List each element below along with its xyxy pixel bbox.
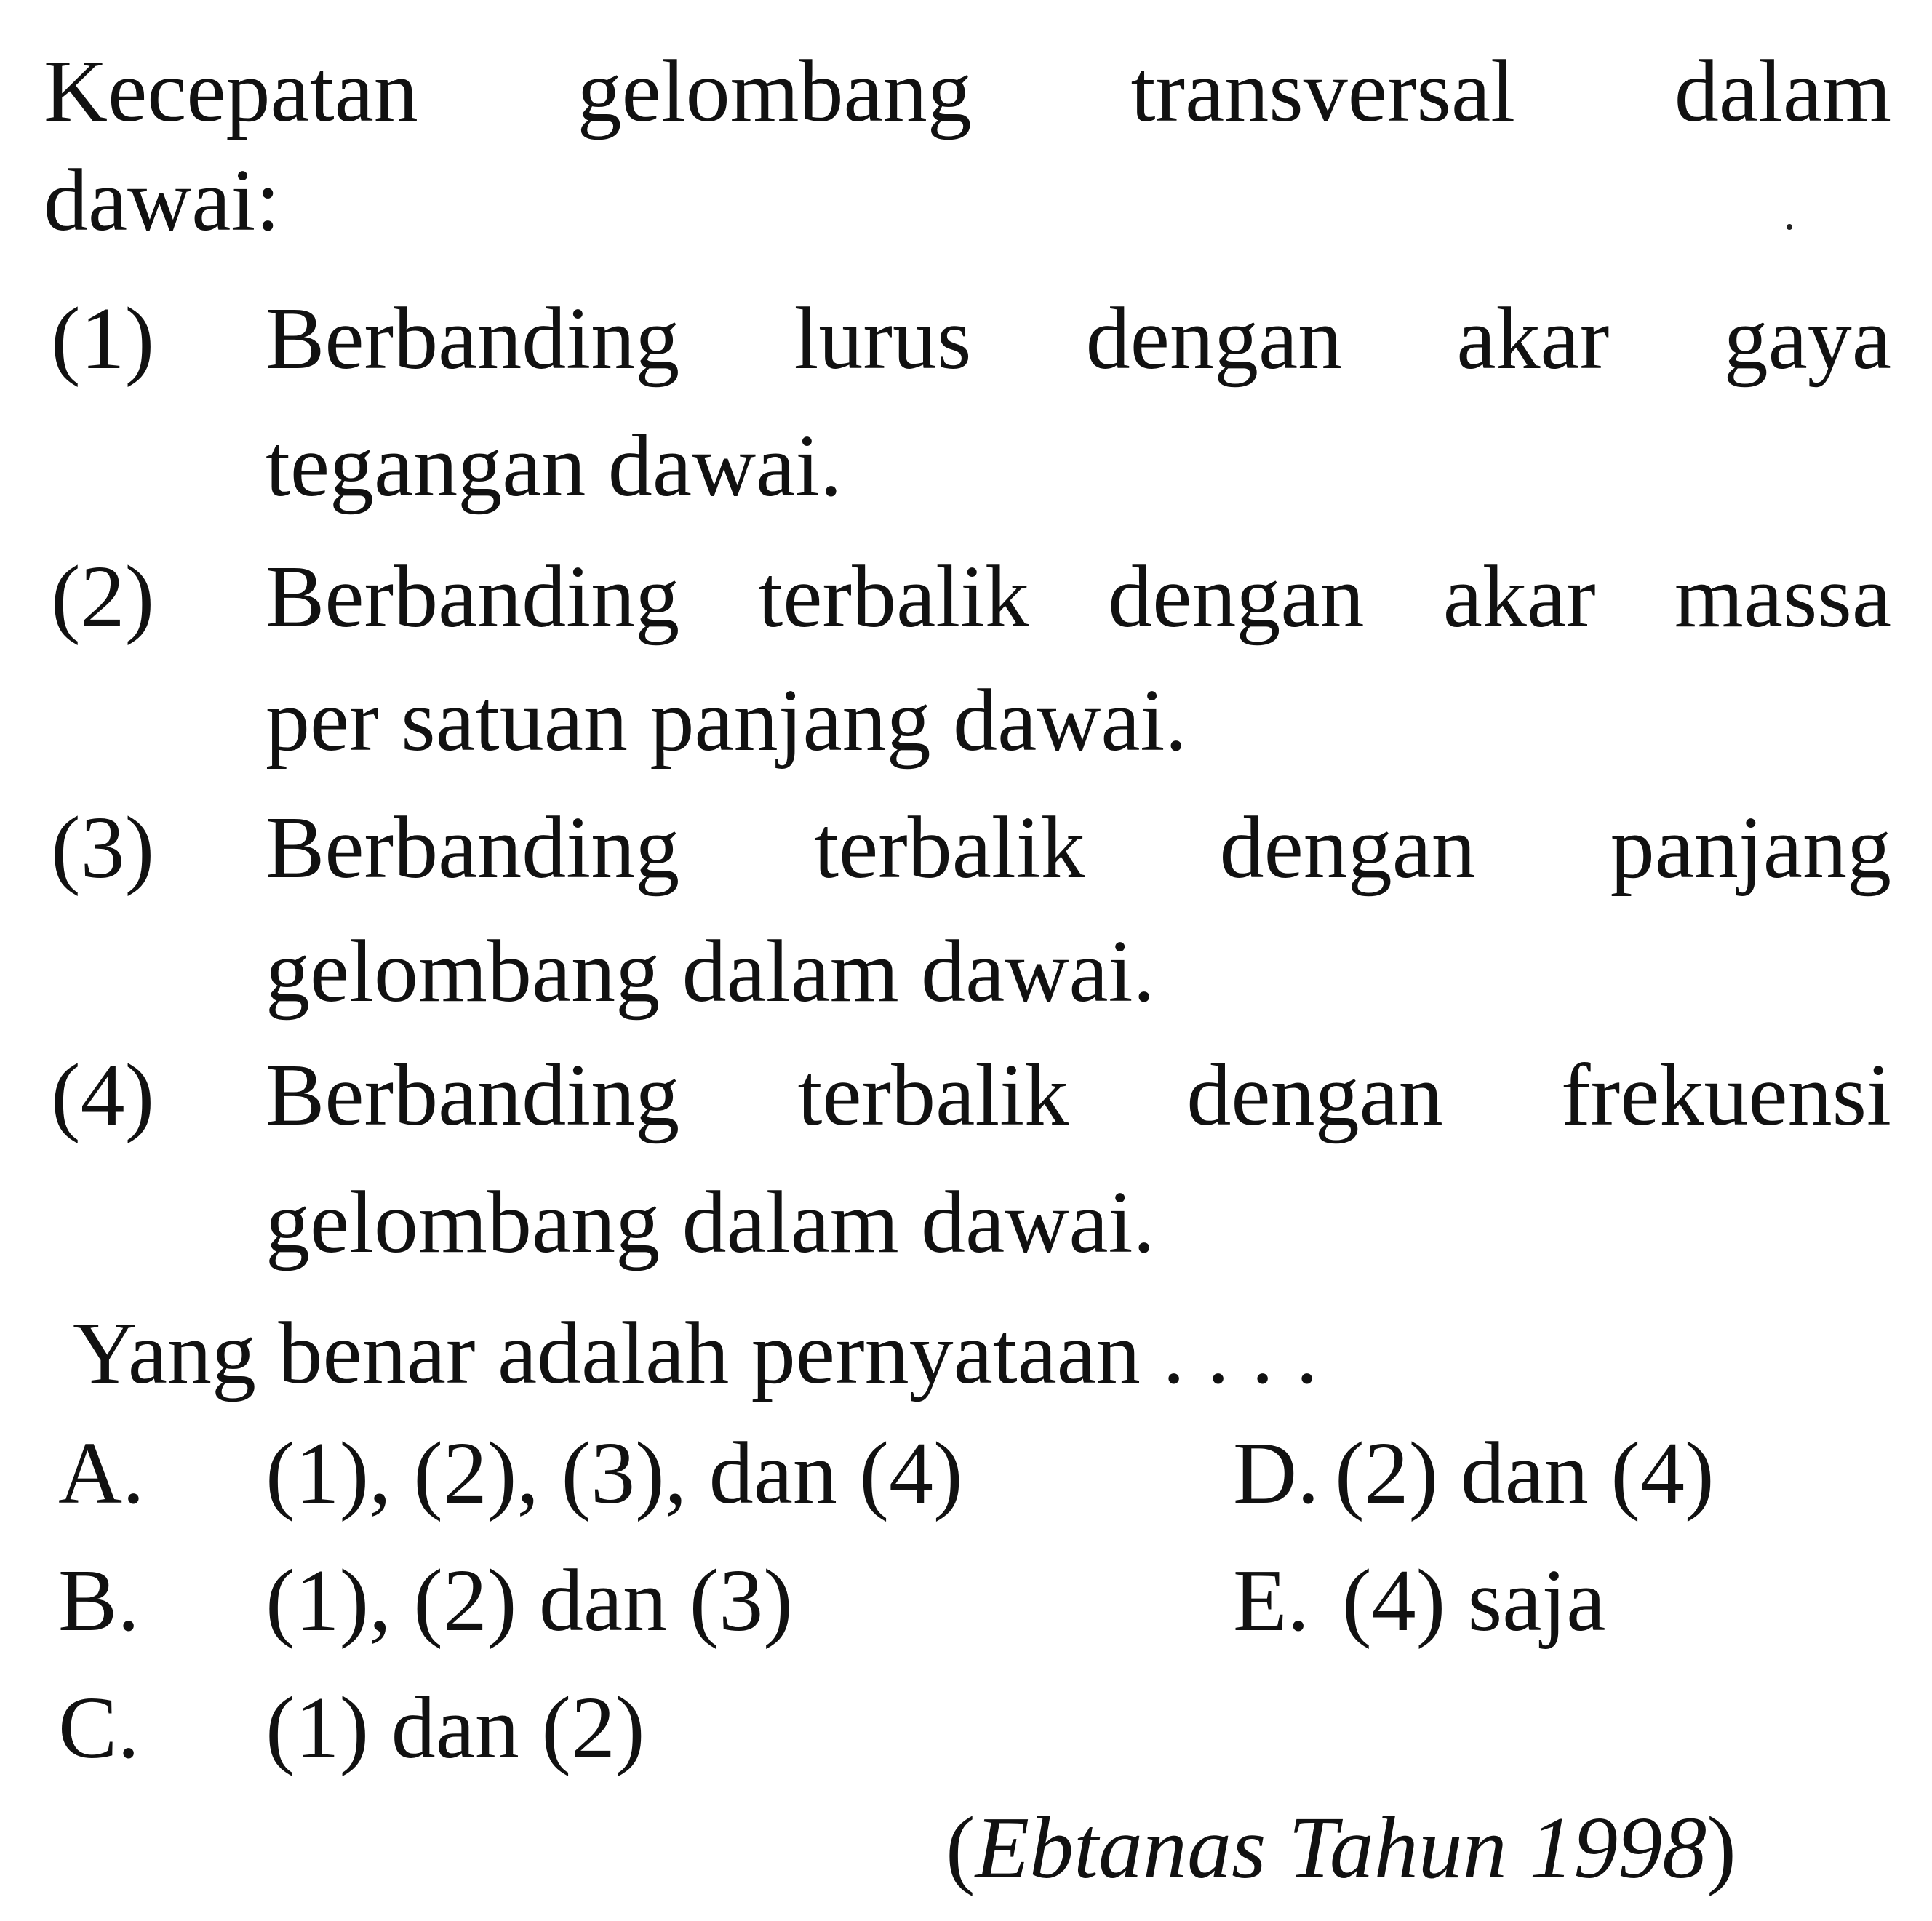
option-c-text: (1) dan (2): [266, 1679, 645, 1777]
option-c-letter: C.: [58, 1679, 140, 1777]
statement-word: dengan: [1108, 548, 1365, 646]
stem-word: dalam: [1674, 42, 1891, 140]
statement-number: (4): [51, 1046, 155, 1144]
statement-word: frekuensi: [1561, 1046, 1891, 1144]
question-stem-line-1: [44, 42, 1891, 140]
statement-word: panjang: [1610, 799, 1891, 897]
stem-word: Kecepatan: [44, 42, 418, 140]
stem-word: transversal: [1130, 42, 1516, 140]
statement-word: Berbanding: [266, 1046, 680, 1144]
option-a-letter: A.: [58, 1424, 145, 1522]
option-a-text: (1), (2), (3), dan (4): [266, 1424, 963, 1522]
statement-word: gaya: [1723, 289, 1891, 388]
statement-3-line-2: gelombang dalam dawai.: [266, 922, 1155, 1021]
statement-3-line-1: [266, 799, 1891, 897]
statement-word: massa: [1674, 548, 1891, 646]
statement-word: terbalik: [814, 799, 1085, 897]
question-stem-line-2: dawai:: [44, 151, 281, 249]
option-b-letter: B.: [58, 1551, 140, 1650]
option-b-text: (1), (2) dan (3): [266, 1551, 793, 1650]
option-d-text: (2) dan (4): [1335, 1424, 1715, 1522]
question-source: [946, 1799, 1736, 1897]
statement-word: lurus: [794, 289, 972, 388]
statement-2-line-2: per satuan panjang dawai.: [266, 671, 1187, 770]
option-e-text: (4) saja: [1342, 1551, 1606, 1650]
source-text: Ebtanas Tahun 1998: [975, 1799, 1707, 1897]
statement-4-line-2: gelombang dalam dawai.: [266, 1173, 1155, 1271]
option-d-letter: D.: [1233, 1424, 1320, 1522]
statement-4-line-1: [266, 1046, 1891, 1144]
statement-word: dengan: [1085, 289, 1343, 388]
statement-2-line-1: [266, 548, 1891, 646]
source-paren-open: (: [946, 1799, 975, 1897]
statement-1-line-2: tegangan dawai.: [266, 417, 842, 515]
question-prompt: Yang benar adalah pernyataan . . . .: [73, 1304, 1318, 1402]
statement-number: (3): [51, 799, 155, 897]
statement-word: terbalik: [758, 548, 1030, 646]
statement-word: Berbanding: [266, 289, 680, 388]
statement-word: Berbanding: [266, 799, 680, 897]
option-e-letter: E.: [1233, 1551, 1310, 1650]
statement-number: (2): [51, 548, 155, 646]
statement-word: dengan: [1186, 1046, 1443, 1144]
stem-word: gelombang: [577, 42, 972, 140]
statement-1-line-1: [266, 289, 1891, 388]
stray-dot: [1787, 224, 1792, 230]
source-paren-close: ): [1707, 1799, 1736, 1897]
statement-word: dengan: [1219, 799, 1476, 897]
statement-word: Berbanding: [266, 548, 680, 646]
statement-word: akar: [1456, 289, 1610, 388]
statement-word: akar: [1442, 548, 1596, 646]
statement-number: (1): [51, 289, 155, 388]
statement-word: terbalik: [797, 1046, 1069, 1144]
